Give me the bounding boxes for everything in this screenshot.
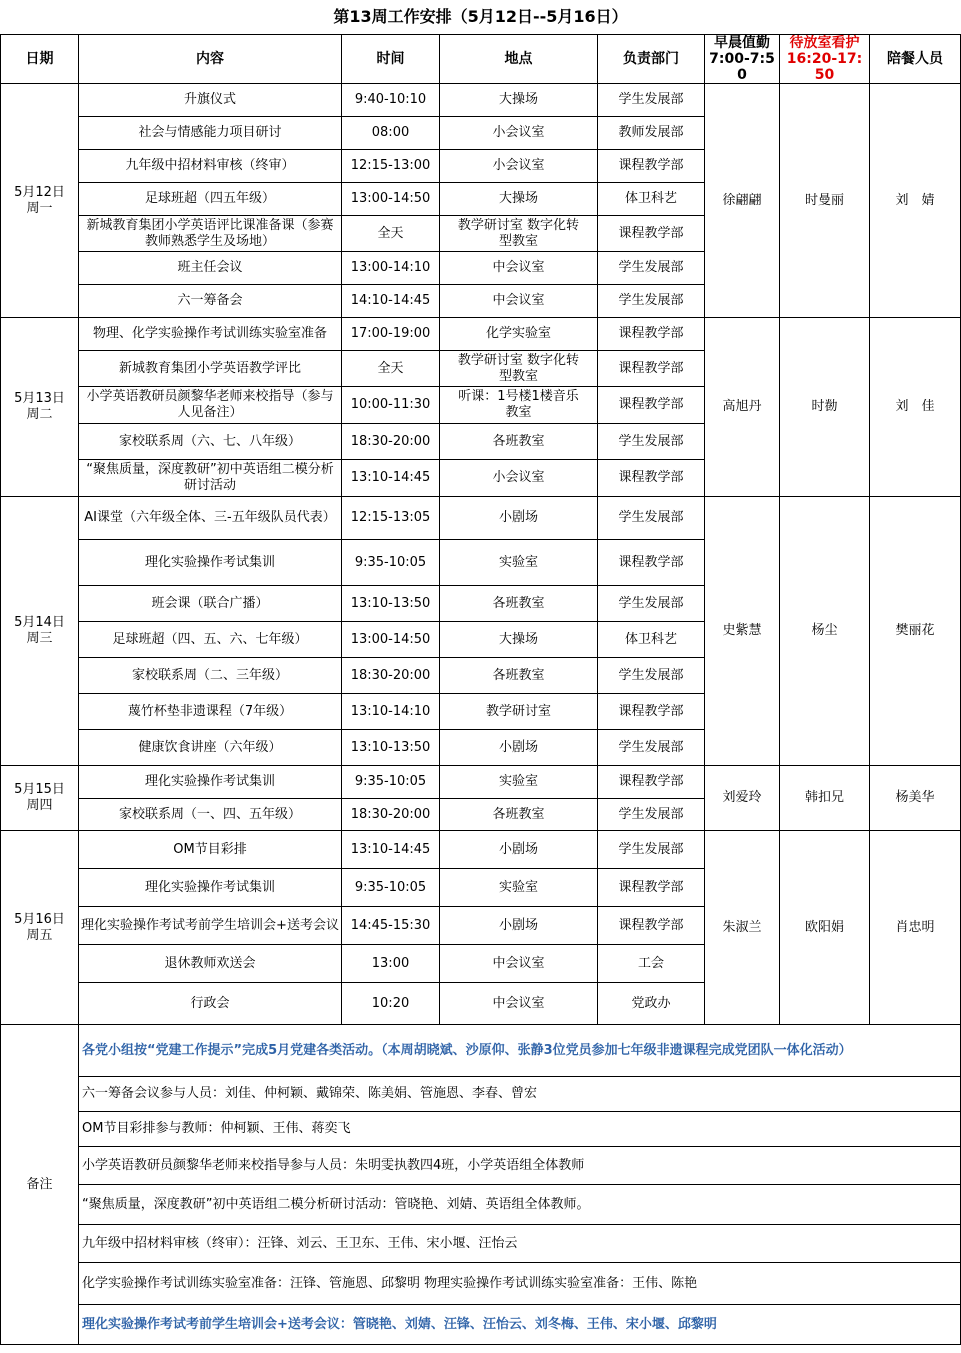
header-morning-duty-title: 早晨值勤: [714, 35, 770, 51]
cell-content: 家校联系周（二、三年级）: [79, 658, 342, 694]
cell-care-person: 时曼丽: [780, 84, 870, 318]
cell-content: 物理、化学实验操作考试训练实验室准备: [79, 318, 342, 351]
cell-dept: 学生发展部: [598, 252, 705, 285]
cell-time: 全天: [342, 351, 440, 387]
header-morning-duty-time: 7:00-7:50: [709, 51, 775, 83]
cell-place: 中会议室: [440, 285, 598, 318]
cell-time: 9:40-10:10: [342, 84, 440, 117]
cell-meal-person: 刘 婧: [870, 84, 961, 318]
cell-care-person: 欧阳娟: [780, 831, 870, 1025]
cell-place: 大操场: [440, 84, 598, 117]
cell-duty-person: 朱淑兰: [705, 831, 780, 1025]
cell-place: 大操场: [440, 622, 598, 658]
cell-time: 10:20: [342, 983, 440, 1025]
cell-content: 理化实验操作考试集训: [79, 869, 342, 907]
header-meal: 陪餐人员: [870, 35, 961, 84]
cell-time: 13:00-14:50: [342, 622, 440, 658]
cell-place: 小会议室: [440, 150, 598, 183]
cell-dept: 工会: [598, 945, 705, 983]
cell-dept: 学生发展部: [598, 831, 705, 869]
note-row: [1, 1263, 961, 1305]
cell-content: 理化实验操作考试集训: [79, 540, 342, 586]
notes-body: [1, 1025, 961, 1345]
note-text: “聚焦质量，深度教研”初中英语组二模分析研讨活动：管晓艳、刘婧、英语组全体教师。: [79, 1185, 961, 1225]
cell-meal-person: 樊丽花: [870, 497, 961, 766]
cell-place: 化学实验室: [440, 318, 598, 351]
cell-content: 新城教育集团小学英语教学评比: [79, 351, 342, 387]
cell-place: 小剧场: [440, 730, 598, 766]
cell-dept: 党政办: [598, 983, 705, 1025]
cell-time: 13:10-14:45: [342, 831, 440, 869]
cell-content: 社会与情感能力项目研讨: [79, 117, 342, 150]
cell-place: 各班教室: [440, 424, 598, 460]
cell-content: 退休教师欢送会: [79, 945, 342, 983]
cell-dept: 课程教学部: [598, 460, 705, 497]
cell-content: 升旗仪式: [79, 84, 342, 117]
header-dept: 负责部门: [598, 35, 705, 84]
cell-dept: 学生发展部: [598, 730, 705, 766]
cell-dept: 学生发展部: [598, 424, 705, 460]
table-row: [1, 766, 961, 799]
cell-duty-person: 徐翩翩: [705, 84, 780, 318]
table-row: [1, 831, 961, 869]
cell-content: 行政会: [79, 983, 342, 1025]
cell-place: 中会议室: [440, 252, 598, 285]
cell-dept: 课程教学部: [598, 694, 705, 730]
cell-place: 大操场: [440, 183, 598, 216]
table-row: [1, 84, 961, 117]
cell-time: 10:00-11:30: [342, 387, 440, 424]
cell-time: 13:00: [342, 945, 440, 983]
day-date-cell: 5月14日 周三: [1, 497, 79, 766]
day-date-cell: 5月12日 周一: [1, 84, 79, 318]
cell-content: 理化实验操作考试集训: [79, 766, 342, 799]
note-row: [1, 1305, 961, 1345]
cell-content: 家校联系周（六、七、八年级）: [79, 424, 342, 460]
cell-care-person: 韩扣兄: [780, 766, 870, 831]
cell-duty-person: 史紫慧: [705, 497, 780, 766]
cell-time: 13:10-13:50: [342, 730, 440, 766]
cell-time: 12:15-13:00: [342, 150, 440, 183]
cell-place: 教学研讨室: [440, 694, 598, 730]
table-row: [1, 497, 961, 540]
cell-dept: 课程教学部: [598, 387, 705, 424]
header-care-title: 待放室看护: [789, 35, 860, 51]
header-care: [780, 35, 870, 84]
cell-time: 12:15-13:05: [342, 497, 440, 540]
cell-time: 14:10-14:45: [342, 285, 440, 318]
cell-duty-person: 高旭丹: [705, 318, 780, 497]
cell-time: 08:00: [342, 117, 440, 150]
table-row: [1, 318, 961, 351]
cell-place: 实验室: [440, 766, 598, 799]
schedule-body: [1, 84, 961, 1025]
cell-dept: 课程教学部: [598, 351, 705, 387]
header-time: 时间: [342, 35, 440, 84]
cell-time: 9:35-10:05: [342, 766, 440, 799]
note-row: [1, 1185, 961, 1225]
page-title: 第13周工作安排（5月12日--5月16日）: [333, 7, 628, 26]
cell-content: “聚焦质量，深度教研”初中英语组二模分析研讨活动: [79, 460, 342, 497]
cell-place: 小剧场: [440, 907, 598, 945]
cell-time: 9:35-10:05: [342, 869, 440, 907]
cell-content: 足球班超（四、五、六、七年级）: [79, 622, 342, 658]
cell-care-person: 杨尘: [780, 497, 870, 766]
cell-time: 全天: [342, 216, 440, 252]
notes-label: 备注: [1, 1025, 79, 1345]
cell-meal-person: 肖忠明: [870, 831, 961, 1025]
cell-dept: 学生发展部: [598, 658, 705, 694]
cell-content: 蔑竹杯垫非遗课程（7年级）: [79, 694, 342, 730]
cell-dept: 学生发展部: [598, 799, 705, 831]
cell-place: 小剧场: [440, 497, 598, 540]
cell-place: 中会议室: [440, 983, 598, 1025]
note-text: 各党小组按“党建工作提示”完成5月党建各类活动。（本周胡晓斌、沙原仰、张静3位党员参加七年级非遗课程完成党团队一体化活动）: [79, 1025, 961, 1077]
cell-content: 班主任会议: [79, 252, 342, 285]
cell-content: 六一筹备会: [79, 285, 342, 318]
cell-dept: 教师发展部: [598, 117, 705, 150]
header-place: 地点: [440, 35, 598, 84]
note-row: [1, 1225, 961, 1263]
day-date-cell: 5月15日 周四: [1, 766, 79, 831]
cell-time: 18:30-20:00: [342, 424, 440, 460]
cell-dept: 学生发展部: [598, 586, 705, 622]
cell-place: 小会议室: [440, 460, 598, 497]
cell-place: 教学研讨室 数字化转型教室: [440, 216, 598, 252]
cell-time: 9:35-10:05: [342, 540, 440, 586]
note-row: [1, 1112, 961, 1147]
cell-dept: 体卫科艺: [598, 183, 705, 216]
note-text: OM节目彩排参与教师：仲柯颖、王伟、蒋奕飞: [79, 1112, 961, 1147]
cell-dept: 学生发展部: [598, 285, 705, 318]
cell-dept: 课程教学部: [598, 150, 705, 183]
header-care-time: 16:20-17:50: [786, 51, 863, 83]
cell-time: 14:45-15:30: [342, 907, 440, 945]
cell-content: 健康饮食讲座（六年级）: [79, 730, 342, 766]
cell-dept: 学生发展部: [598, 497, 705, 540]
cell-dept: 课程教学部: [598, 540, 705, 586]
cell-place: 教学研讨室 数字化转型教室: [440, 351, 598, 387]
note-row: [1, 1147, 961, 1185]
cell-content: 小学英语教研员颜黎华老师来校指导（参与人见备注）: [79, 387, 342, 424]
cell-dept: 课程教学部: [598, 318, 705, 351]
cell-time: 13:00-14:10: [342, 252, 440, 285]
note-text: 化学实验操作考试训练实验室准备：汪锋、管施恩、邱黎明 物理实验操作考试训练实验室准备：王伟、陈艳: [79, 1263, 961, 1305]
cell-content: 班会课（联合广播）: [79, 586, 342, 622]
cell-place: 听课：1号楼1楼音乐教室: [440, 387, 598, 424]
cell-time: 17:00-19:00: [342, 318, 440, 351]
day-date-cell: 5月13日 周二: [1, 318, 79, 497]
cell-meal-person: 杨美华: [870, 766, 961, 831]
cell-duty-person: 刘爱玲: [705, 766, 780, 831]
cell-dept: 课程教学部: [598, 869, 705, 907]
cell-dept: 课程教学部: [598, 216, 705, 252]
note-row: [1, 1025, 961, 1077]
cell-place: 实验室: [440, 869, 598, 907]
cell-place: 实验室: [440, 540, 598, 586]
cell-dept: 课程教学部: [598, 766, 705, 799]
cell-time: 18:30-20:00: [342, 799, 440, 831]
cell-place: 小剧场: [440, 831, 598, 869]
cell-content: AI课堂（六年级全体、三-五年级队员代表）: [79, 497, 342, 540]
cell-place: 各班教室: [440, 586, 598, 622]
cell-dept: 课程教学部: [598, 907, 705, 945]
cell-place: 小会议室: [440, 117, 598, 150]
cell-content: 九年级中招材料审核（终审）: [79, 150, 342, 183]
cell-content: 理化实验操作考试考前学生培训会+送考会议: [79, 907, 342, 945]
cell-time: 18:30-20:00: [342, 658, 440, 694]
header-morning-duty: [705, 35, 780, 84]
cell-dept: 学生发展部: [598, 84, 705, 117]
header-content: 内容: [79, 35, 342, 84]
cell-content: 新城教育集团小学英语评比课准备课（参赛教师熟悉学生及场地）: [79, 216, 342, 252]
cell-time: 13:10-13:50: [342, 586, 440, 622]
cell-content: 家校联系周（一、四、五年级）: [79, 799, 342, 831]
cell-content: OM节目彩排: [79, 831, 342, 869]
cell-time: 13:10-14:10: [342, 694, 440, 730]
schedule-table: [0, 34, 961, 1345]
cell-content: 足球班超（四五年级）: [79, 183, 342, 216]
cell-place: 各班教室: [440, 799, 598, 831]
cell-place: 中会议室: [440, 945, 598, 983]
note-text: 六一筹备会议参与人员：刘佳、仲柯颖、戴锦荣、陈美娟、管施恩、李春、曾宏: [79, 1077, 961, 1112]
note-text: 理化实验操作考试考前学生培训会+送考会议：管晓艳、刘婧、汪锋、汪怡云、刘冬梅、王伟、宋小堰、邱黎明: [79, 1305, 961, 1345]
note-text: 小学英语教研员颜黎华老师来校指导参与人员：朱明雯执教四4班，小学英语组全体教师: [79, 1147, 961, 1185]
cell-time: 13:00-14:50: [342, 183, 440, 216]
day-date-cell: 5月16日 周五: [1, 831, 79, 1025]
cell-time: 13:10-14:45: [342, 460, 440, 497]
header-date: 日期: [1, 35, 79, 84]
cell-place: 各班教室: [440, 658, 598, 694]
note-row: [1, 1077, 961, 1112]
cell-meal-person: 刘 佳: [870, 318, 961, 497]
note-text: 九年级中招材料审核（终审）：汪锋、刘云、王卫东、王伟、宋小堰、汪怡云: [79, 1225, 961, 1263]
cell-care-person: 时勌: [780, 318, 870, 497]
cell-dept: 体卫科艺: [598, 622, 705, 658]
